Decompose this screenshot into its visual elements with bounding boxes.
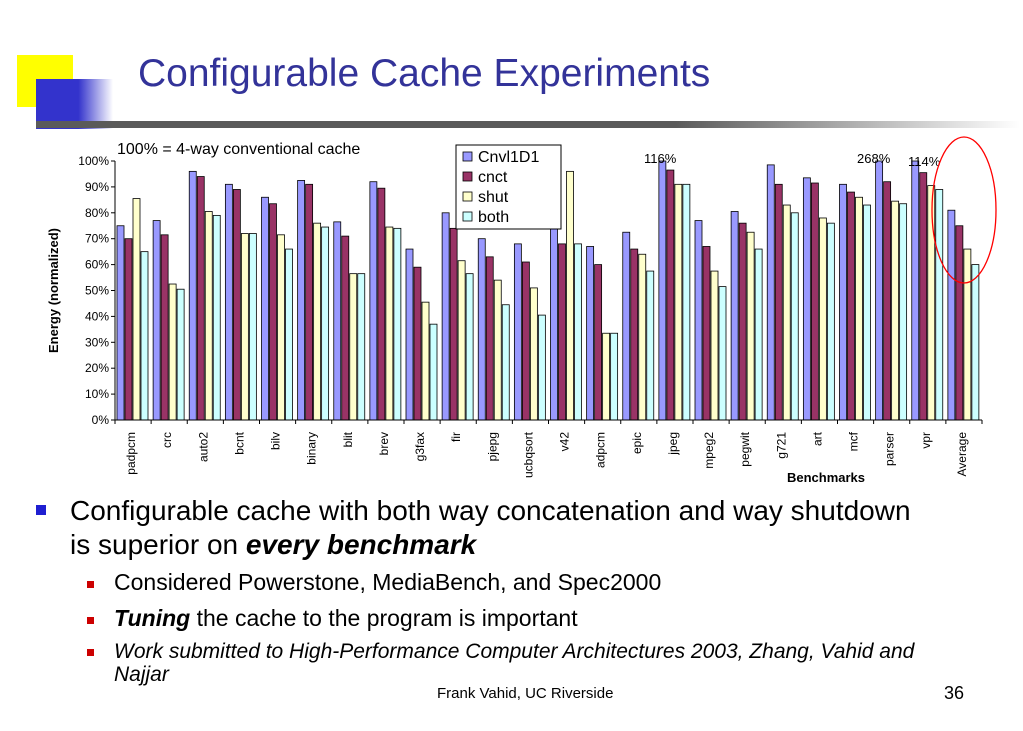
bar-cnvl1d1-vpr: [912, 161, 919, 420]
bar-both-brev: [394, 228, 401, 420]
bar-shut-padpcm: [133, 199, 140, 420]
x-tick-label: g3fax: [413, 432, 427, 462]
sub-bullet-benchmarks: Considered Powerstone, MediaBench, and Spec2000: [114, 569, 662, 595]
bar-shut-pjepg: [494, 280, 501, 420]
x-tick-label: bilv: [268, 432, 283, 451]
bar-cnct-g721: [775, 184, 782, 420]
overflow-annotation: 114%: [908, 154, 941, 169]
energy-bar-chart: [0, 130, 1023, 490]
x-tick-label: pjepg: [485, 432, 500, 462]
bar-cnct-bilv: [270, 204, 277, 420]
bar-shut-bcnt: [241, 234, 248, 420]
bar-cnvl1d1-bcnt: [225, 184, 232, 420]
legend-label: Cnvl1D1: [478, 149, 540, 166]
bar-cnct-parser: [884, 182, 891, 420]
bar-both-adpcm: [611, 333, 618, 420]
x-tick-label: ucbqsort: [521, 432, 536, 479]
bar-cnvl1d1-parser: [876, 161, 883, 420]
x-axis-label: Benchmarks: [786, 470, 866, 485]
bar-shut-adpcm: [603, 333, 610, 420]
bar-cnct-binary: [306, 184, 313, 420]
bar-shut-epic: [639, 254, 646, 420]
x-tick-label: mpeg2: [702, 432, 716, 469]
x-tick-label: Average: [954, 432, 969, 477]
x-tick-label: parser: [882, 432, 897, 467]
bullet-main-emphasis: every benchmark: [245, 529, 477, 560]
bar-cnct-fir: [450, 228, 457, 420]
bar-both-ucbqsort: [538, 315, 545, 420]
bar-shut-ucbqsort: [530, 288, 537, 420]
bar-cnct-pjepg: [486, 257, 493, 420]
bar-both-pjepg: [502, 305, 509, 420]
bar-shut-parser: [892, 201, 899, 420]
legend-swatch-cnvl1d1: [463, 152, 472, 161]
x-tick-label: blit: [340, 432, 355, 448]
x-tick-label: mcf: [846, 432, 861, 452]
bar-both-vpr: [936, 189, 943, 420]
sub-bullet-tuning-emphasis: Tuning: [114, 605, 191, 631]
bar-both-epic: [647, 271, 654, 420]
bar-shut-average: [964, 249, 971, 420]
y-tick-label: 10%: [84, 387, 109, 402]
x-tick-label: padpcm: [124, 432, 138, 475]
bar-both-mpeg2: [719, 287, 726, 420]
x-tick-label: crc: [160, 432, 175, 448]
y-tick-label: 0%: [91, 413, 109, 427]
sub-bullet-publication: Work submitted to High-Performance Computer Architectures 2003, Zhang, Vahid and Najjar: [114, 640, 915, 686]
x-tick-label: binary: [304, 432, 319, 465]
bar-cnct-v42: [559, 244, 566, 420]
bar-both-art: [827, 223, 834, 420]
legend-swatch-both: [463, 212, 472, 221]
bar-both-g3fax: [430, 324, 437, 420]
bar-cnvl1d1-blit: [334, 222, 341, 420]
y-tick-label: 30%: [84, 335, 109, 350]
bar-cnct-adpcm: [595, 265, 602, 420]
bar-cnct-brev: [378, 188, 385, 420]
slide-title: Configurable Cache Experiments: [138, 52, 711, 95]
bar-cnct-padpcm: [125, 239, 132, 420]
bar-cnct-mpeg2: [703, 246, 710, 420]
bar-cnvl1d1-mcf: [840, 184, 847, 420]
bar-cnvl1d1-pjepg: [478, 239, 485, 420]
bar-both-v42: [575, 244, 582, 420]
bar-shut-pegwit: [747, 232, 754, 420]
bar-both-jpeg: [683, 184, 690, 420]
bar-cnvl1d1-adpcm: [587, 246, 594, 420]
bar-both-bilv: [286, 249, 293, 420]
bar-both-parser: [900, 204, 907, 420]
bar-cnct-ucbqsort: [522, 262, 529, 420]
bar-cnvl1d1-brev: [370, 182, 377, 420]
bar-shut-mpeg2: [711, 271, 718, 420]
sub-bullet-tuning-text: the cache to the program is important: [190, 605, 578, 631]
bar-shut-bilv: [278, 235, 285, 420]
bar-shut-jpeg: [675, 184, 682, 420]
bar-cnvl1d1-art: [803, 178, 810, 420]
bar-cnct-crc: [161, 235, 168, 420]
bar-shut-auto2: [205, 212, 212, 420]
bar-cnvl1d1-g3fax: [406, 249, 413, 420]
bar-both-crc: [177, 289, 184, 420]
bar-shut-fir: [458, 261, 465, 420]
bar-cnvl1d1-binary: [298, 180, 305, 420]
bar-shut-g721: [783, 205, 790, 420]
bar-shut-v42: [567, 171, 574, 420]
y-tick-label: 20%: [84, 361, 109, 376]
bar-shut-vpr: [928, 186, 935, 420]
bar-cnct-bcnt: [233, 189, 240, 420]
x-tick-label: bcnt: [232, 432, 247, 455]
legend-label: cnct: [478, 169, 508, 186]
bar-cnct-art: [811, 183, 818, 420]
bar-cnvl1d1-jpeg: [659, 161, 666, 420]
y-tick-label: 90%: [84, 179, 109, 194]
x-tick-label: auto2: [196, 432, 211, 463]
bar-cnct-epic: [631, 249, 638, 420]
y-tick-label: 100%: [78, 154, 109, 168]
legend-label: both: [478, 209, 510, 226]
bar-both-binary: [322, 227, 329, 420]
y-tick-label: 70%: [84, 231, 109, 246]
bar-shut-g3fax: [422, 302, 429, 420]
y-tick-label: 80%: [84, 205, 109, 220]
bar-both-mcf: [864, 205, 871, 420]
bar-cnct-vpr: [920, 173, 927, 420]
bar-both-fir: [466, 274, 473, 420]
bar-cnvl1d1-mpeg2: [695, 221, 702, 420]
bar-cnvl1d1-v42: [551, 228, 558, 420]
bar-cnvl1d1-padpcm: [117, 226, 124, 420]
legend-swatch-cnct: [463, 172, 472, 181]
x-tick-label: jpeg: [665, 432, 680, 455]
bullet-marker: [36, 505, 46, 515]
bar-cnct-average: [956, 226, 963, 420]
x-tick-label: adpcm: [593, 432, 608, 469]
sub-bullet-tuning: [114, 605, 578, 632]
legend-label: shut: [478, 189, 509, 206]
bar-shut-brev: [386, 227, 393, 420]
bar-both-pegwit: [755, 249, 762, 420]
bar-cnvl1d1-pegwit: [731, 212, 738, 420]
title-divider: [36, 121, 1020, 128]
y-axis-label: Energy (normalized): [46, 228, 61, 353]
x-tick-label: epic: [629, 432, 644, 455]
chart-title: 100% = 4-way conventional cache: [117, 141, 361, 158]
bar-cnct-g3fax: [414, 267, 421, 420]
bar-cnvl1d1-g721: [767, 165, 774, 420]
x-tick-label: art: [810, 432, 825, 447]
bar-both-average: [972, 265, 979, 420]
bar-cnvl1d1-auto2: [189, 171, 196, 420]
footer-author: Frank Vahid, UC Riverside: [437, 685, 614, 702]
bar-cnvl1d1-bilv: [262, 197, 269, 420]
sub-bullet-marker: [87, 649, 94, 656]
bar-cnvl1d1-fir: [442, 213, 449, 420]
bar-both-padpcm: [141, 252, 148, 420]
bar-cnct-blit: [342, 236, 349, 420]
bar-cnct-pegwit: [739, 223, 746, 420]
bar-both-auto2: [213, 215, 220, 420]
bar-both-g721: [791, 213, 798, 420]
bar-shut-binary: [314, 223, 321, 420]
bar-shut-blit: [350, 274, 357, 420]
bar-shut-mcf: [856, 197, 863, 420]
x-tick-label: v42: [557, 432, 572, 452]
bar-both-blit: [358, 274, 365, 420]
x-tick-label: fir: [449, 432, 464, 442]
x-tick-label: brev: [376, 432, 391, 456]
sub-bullet-marker: [87, 617, 94, 624]
bar-cnvl1d1-ucbqsort: [514, 244, 521, 420]
bullet-main-text: Configurable cache with both way concatenation and way shutdown is superior on: [70, 495, 911, 560]
y-tick-label: 60%: [84, 257, 109, 272]
sub-bullet-marker: [87, 581, 94, 588]
overflow-annotation: 268%: [857, 151, 891, 166]
bar-cnvl1d1-average: [948, 210, 955, 420]
y-tick-label: 40%: [84, 309, 109, 324]
x-tick-label: g721: [774, 432, 789, 459]
bar-shut-art: [819, 218, 826, 420]
bar-both-bcnt: [249, 234, 256, 420]
bullet-main: [70, 494, 930, 562]
page-number: 36: [944, 683, 965, 703]
legend-swatch-shut: [463, 192, 472, 201]
bar-cnvl1d1-epic: [623, 232, 630, 420]
bar-cnct-auto2: [197, 177, 204, 420]
bar-shut-crc: [169, 284, 176, 420]
bar-cnvl1d1-crc: [153, 221, 160, 420]
bar-cnct-jpeg: [667, 170, 674, 420]
x-tick-label: vpr: [918, 432, 933, 449]
x-tick-label: pegwit: [738, 432, 753, 467]
bar-cnct-mcf: [848, 192, 855, 420]
overflow-annotation: 116%: [644, 151, 677, 166]
y-tick-label: 50%: [84, 283, 109, 298]
